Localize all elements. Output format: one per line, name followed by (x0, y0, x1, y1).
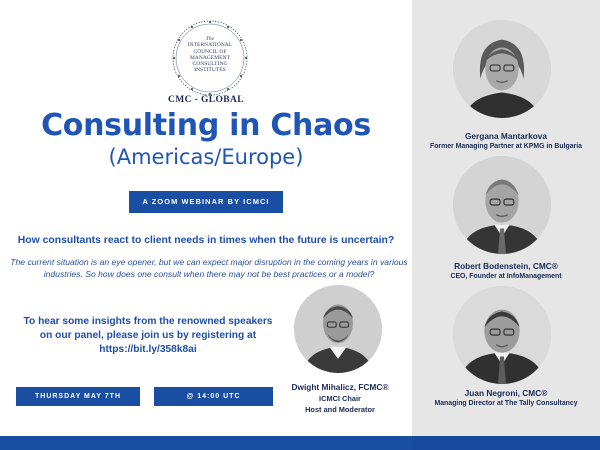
speaker-name: Gergana Mantarkova (464, 131, 548, 141)
robert-portrait (453, 156, 551, 254)
logo-line: MANAGEMENT (190, 54, 230, 61)
speaker-dwight (284, 382, 396, 415)
dwight-portrait (294, 285, 382, 373)
speaker-role: Former Managing Partner at KPMG in Bulgaria (429, 143, 582, 150)
logo-line: CONSULTING (192, 61, 228, 68)
registration-link[interactable]: https://bit.ly/358k8ai (99, 344, 197, 355)
speaker-role: Managing Director at The Tally Consultancy (434, 400, 578, 407)
registration-line: on our panel, please join us by registering at (39, 330, 257, 341)
speaker-role: CEO, Founder at InfoManagement (450, 273, 562, 280)
page-subtitle: (Americas/Europe) (108, 145, 304, 169)
logo-line: INTERNATIONAL (187, 42, 233, 49)
page-title: Consulting in Chaos (41, 108, 371, 143)
gergana-portrait (453, 20, 551, 118)
bottom-bar-segment (412, 436, 600, 450)
logo-line: COUNCIL OF (193, 48, 227, 55)
speaker-role: Host and Moderator (305, 405, 375, 414)
date-badge: THURSDAY MAY 7TH (16, 387, 140, 406)
registration-text (12, 315, 284, 357)
speaker-gergana (412, 131, 600, 152)
registration-line: To hear some insights from the renowned speakers (23, 316, 273, 327)
logo-line: The (205, 36, 215, 42)
logo-tagline: CMC - GLOBAL (167, 95, 245, 105)
webinar-description: The current situation is an eye opener, but we can expect major disruption in the coming years in various industries. So how does one consult when there may not be best practices or a model? (10, 257, 408, 279)
speaker-name: Dwight Mihalicz, FCMC® (291, 382, 389, 392)
zoom-webinar-badge: A ZOOM WEBINAR BY ICMCI (129, 191, 283, 213)
bottom-bar (0, 436, 600, 450)
speaker-name: Robert Bodenstein, CMC® (454, 261, 558, 271)
speaker-juan (412, 388, 600, 409)
speaker-name: Juan Negroni, CMC® (464, 388, 548, 398)
juan-portrait (453, 286, 551, 384)
time-badge: @ 14:00 UTC (154, 387, 273, 406)
logo-text (182, 36, 238, 74)
logo-line: INSTITUTES (194, 67, 226, 74)
webinar-question: How consultants react to client needs in times when the future is uncertain? (17, 235, 395, 246)
speaker-robert (412, 261, 600, 282)
speaker-role: ICMCI Chair (319, 394, 361, 403)
